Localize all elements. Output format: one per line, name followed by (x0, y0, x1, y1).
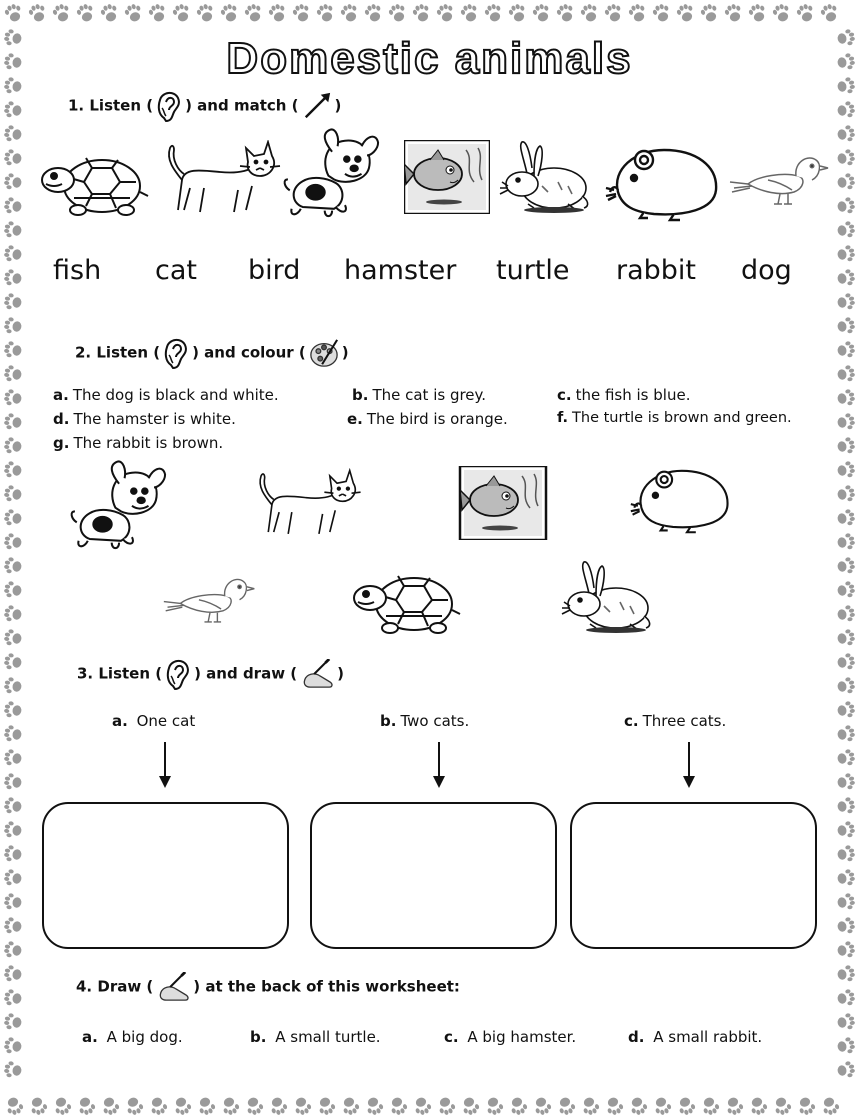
word-fish: fish (53, 255, 102, 286)
paw-print (603, 2, 624, 23)
paw-print (652, 1095, 673, 1116)
paw-print (3, 868, 23, 887)
paw-print (836, 628, 856, 647)
paw-print (3, 436, 23, 455)
paw-print (3, 220, 23, 239)
paw-print (628, 1095, 649, 1116)
paw-print (339, 2, 360, 23)
paw-print (52, 1095, 73, 1116)
paw-print (836, 196, 856, 215)
paw-print (411, 2, 432, 23)
pencil-arrow-icon (302, 91, 332, 121)
paw-print (3, 316, 23, 335)
paw-print (796, 1095, 817, 1116)
paw-print (836, 460, 856, 479)
paw-print (3, 340, 23, 359)
drawing-hand-icon (156, 972, 190, 1002)
word-rabbit: rabbit (616, 255, 697, 286)
paw-print (836, 580, 856, 599)
paw-print (836, 508, 856, 527)
paw-print (580, 1095, 601, 1116)
section1-number: 1. (68, 96, 85, 115)
paw-print (700, 1095, 721, 1116)
section3-number: 3. (77, 664, 94, 683)
paw-print (836, 604, 856, 623)
paw-print (699, 2, 720, 23)
word-turtle: turtle (496, 255, 570, 286)
paw-print (795, 2, 816, 23)
paw-print (3, 604, 23, 623)
paw-print (836, 652, 856, 671)
word-dog: dog (741, 255, 792, 286)
sentence-a: a. The dog is black and white. (53, 386, 279, 404)
paw-print (268, 1095, 289, 1116)
paw-print (436, 1095, 457, 1116)
paw-print (3, 820, 23, 839)
paw-print (836, 676, 856, 695)
ear-icon (163, 335, 189, 371)
paw-print (315, 2, 336, 23)
section2-heading-after: ) (341, 343, 349, 362)
paw-print (836, 316, 856, 335)
hamster-picture (604, 140, 720, 222)
paw-print (3, 964, 23, 983)
paw-print (836, 748, 856, 767)
section4-heading-after: ) at the back of this worksheet: (193, 977, 460, 996)
word-bird: bird (248, 255, 301, 286)
section1-heading-before: Listen ( (89, 96, 154, 115)
task-item-b: b. A small turtle. (250, 1028, 381, 1046)
paw-print (291, 2, 312, 23)
paw-print (3, 1012, 23, 1031)
paw-print (387, 2, 408, 23)
paw-print (28, 1095, 49, 1116)
paw-print (340, 1095, 361, 1116)
paw-print (195, 2, 216, 23)
paw-print (836, 484, 856, 503)
paw-print (579, 2, 600, 23)
paw-print (3, 172, 23, 191)
paw-print (3, 796, 23, 815)
paw-print (292, 1095, 313, 1116)
section4-heading (76, 972, 460, 1002)
drawing-box-b[interactable] (310, 802, 557, 949)
sentence-f: f. The turtle is brown and green. (557, 410, 792, 426)
drawing-box-a[interactable] (42, 802, 289, 949)
paw-print (3, 196, 23, 215)
drawing-box-c[interactable] (570, 802, 817, 949)
paw-print (836, 556, 856, 575)
section2-number: 2. (75, 343, 92, 362)
paw-print (3, 1036, 23, 1055)
task-item-d: d. A small rabbit. (628, 1028, 763, 1046)
paw-print (3, 748, 23, 767)
section3-heading (77, 656, 344, 692)
section3-heading-after: ) (337, 664, 344, 683)
paw-print (836, 412, 856, 431)
paw-print (3, 100, 23, 119)
paw-print (3, 244, 23, 263)
paw-print (3, 460, 23, 479)
paw-print (675, 2, 696, 23)
paw-print (748, 1095, 769, 1116)
paw-print (3, 844, 23, 863)
paw-print (388, 1095, 409, 1116)
paw-print (412, 1095, 433, 1116)
paw-print (364, 1095, 385, 1116)
paw-print (171, 2, 192, 23)
bird-picture (162, 566, 258, 628)
sentence-e: e. The bird is orange. (347, 410, 508, 428)
sentence-d: d. The hamster is white. (53, 410, 236, 428)
drawing-hand-icon (300, 659, 334, 689)
paw-print (836, 244, 856, 263)
fish-picture (404, 140, 490, 214)
paw-print (75, 2, 96, 23)
paw-print (836, 532, 856, 551)
ear-icon (156, 88, 182, 124)
paw-print (555, 2, 576, 23)
paw-print (3, 124, 23, 143)
paw-print (244, 1095, 265, 1116)
paw-print (836, 268, 856, 287)
paw-print (3, 484, 23, 503)
paw-print (723, 2, 744, 23)
cat-picture (160, 140, 286, 218)
paw-print (3, 388, 23, 407)
task-item-c: c. A big hamster. (444, 1028, 577, 1046)
paw-print (460, 1095, 481, 1116)
section1-heading (68, 88, 341, 124)
paw-print (556, 1095, 577, 1116)
paw-print (836, 1060, 856, 1079)
paw-print (3, 676, 23, 695)
task-item-a: a. A big dog. (82, 1028, 183, 1046)
paw-print (836, 964, 856, 983)
paw-print (819, 2, 840, 23)
paw-print (3, 268, 23, 287)
paw-print (836, 292, 856, 311)
paw-print (3, 532, 23, 551)
paw-print (627, 2, 648, 23)
paw-print (3, 292, 23, 311)
paw-print (219, 2, 240, 23)
paw-print (836, 172, 856, 191)
paw-print (172, 1095, 193, 1116)
paint-palette-icon (309, 338, 339, 368)
paw-print (836, 364, 856, 383)
rabbit-picture (560, 558, 654, 634)
paw-print (531, 2, 552, 23)
paw-print (99, 2, 120, 23)
paw-print (3, 700, 23, 719)
draw-item-b: b. Two cats. (380, 712, 470, 730)
paw-print (3, 940, 23, 959)
paw-print (267, 2, 288, 23)
paw-print (196, 1095, 217, 1116)
paw-print (3, 1060, 23, 1079)
section3-heading-middle: ) and draw ( (194, 664, 298, 683)
section2-heading-middle: ) and colour ( (192, 343, 306, 362)
paw-print (3, 988, 23, 1007)
paw-print (836, 868, 856, 887)
paw-print (3, 580, 23, 599)
section3-heading-before: Listen ( (98, 664, 163, 683)
paw-print (3, 652, 23, 671)
section4-heading-before: Draw ( (97, 977, 154, 996)
paw-print (148, 1095, 169, 1116)
paw-print (27, 2, 48, 23)
paw-print (836, 892, 856, 911)
section1-heading-middle: ) and match ( (185, 96, 299, 115)
dog-picture (278, 126, 388, 218)
paw-print (771, 2, 792, 23)
paw-print (3, 148, 23, 167)
paw-print (747, 2, 768, 23)
paw-print (836, 916, 856, 935)
draw-item-a: a. One cat (112, 712, 196, 730)
paw-print (459, 2, 480, 23)
arrow-c (688, 742, 690, 778)
paw-print (3, 2, 24, 23)
paw-print (508, 1095, 529, 1116)
paw-print (836, 388, 856, 407)
paw-print (220, 1095, 241, 1116)
arrow-b (438, 742, 440, 778)
paw-print (836, 340, 856, 359)
paw-print (3, 556, 23, 575)
word-hamster: hamster (344, 255, 457, 286)
paw-print (836, 772, 856, 791)
turtle-picture (352, 566, 464, 638)
arrow-a (164, 742, 166, 778)
paw-print (3, 916, 23, 935)
paw-print (51, 2, 72, 23)
arrowhead-b (433, 776, 445, 788)
paw-print (147, 2, 168, 23)
paw-print (676, 1095, 697, 1116)
paw-print (484, 1095, 505, 1116)
paw-print (316, 1095, 337, 1116)
paw-print (836, 940, 856, 959)
paw-print (123, 2, 144, 23)
arrowhead-a (159, 776, 171, 788)
paw-print (3, 892, 23, 911)
paw-print (836, 988, 856, 1007)
paw-print (836, 1012, 856, 1031)
paw-print (836, 100, 856, 119)
section4-number: 4. (76, 977, 93, 996)
paw-print (532, 1095, 553, 1116)
page-title: Domestic animals (226, 34, 633, 83)
paw-print (3, 508, 23, 527)
paw-print (3, 412, 23, 431)
section1-heading-after: ) (334, 96, 342, 115)
paw-print (483, 2, 504, 23)
paw-print (836, 796, 856, 815)
paw-print (772, 1095, 793, 1116)
paw-print (507, 2, 528, 23)
arrowhead-c (683, 776, 695, 788)
paw-print (836, 436, 856, 455)
section2-heading (75, 335, 349, 371)
dog-picture (68, 458, 172, 550)
word-cat: cat (155, 255, 197, 286)
paw-print (836, 1036, 856, 1055)
paw-print (836, 124, 856, 143)
paw-print (3, 628, 23, 647)
paw-print (3, 772, 23, 791)
turtle-picture (40, 148, 152, 220)
paw-print (836, 820, 856, 839)
paw-print (836, 724, 856, 743)
paw-print (820, 1095, 841, 1116)
paw-print (3, 724, 23, 743)
ear-icon (165, 656, 191, 692)
paw-print (100, 1095, 121, 1116)
fish-picture (456, 466, 550, 540)
sentence-c: c. the fish is blue. (557, 386, 691, 404)
paw-print (836, 220, 856, 239)
paw-print (4, 1095, 25, 1116)
draw-item-c: c. Three cats. (624, 712, 727, 730)
section2-heading-before: Listen ( (96, 343, 161, 362)
sentence-g: g. The rabbit is brown. (53, 434, 224, 452)
hamster-picture (622, 462, 738, 534)
paw-print (124, 1095, 145, 1116)
paw-print (836, 148, 856, 167)
paw-print (651, 2, 672, 23)
rabbit-picture (498, 138, 592, 214)
paw-print (836, 844, 856, 863)
paw-print (3, 364, 23, 383)
paw-print (724, 1095, 745, 1116)
sentence-b: b. The cat is grey. (352, 386, 487, 404)
paw-print (76, 1095, 97, 1116)
cat-picture (252, 468, 366, 540)
paw-print (363, 2, 384, 23)
paw-print (836, 700, 856, 719)
paw-print (435, 2, 456, 23)
bird-picture (728, 146, 832, 208)
paw-print (243, 2, 264, 23)
paw-print (604, 1095, 625, 1116)
